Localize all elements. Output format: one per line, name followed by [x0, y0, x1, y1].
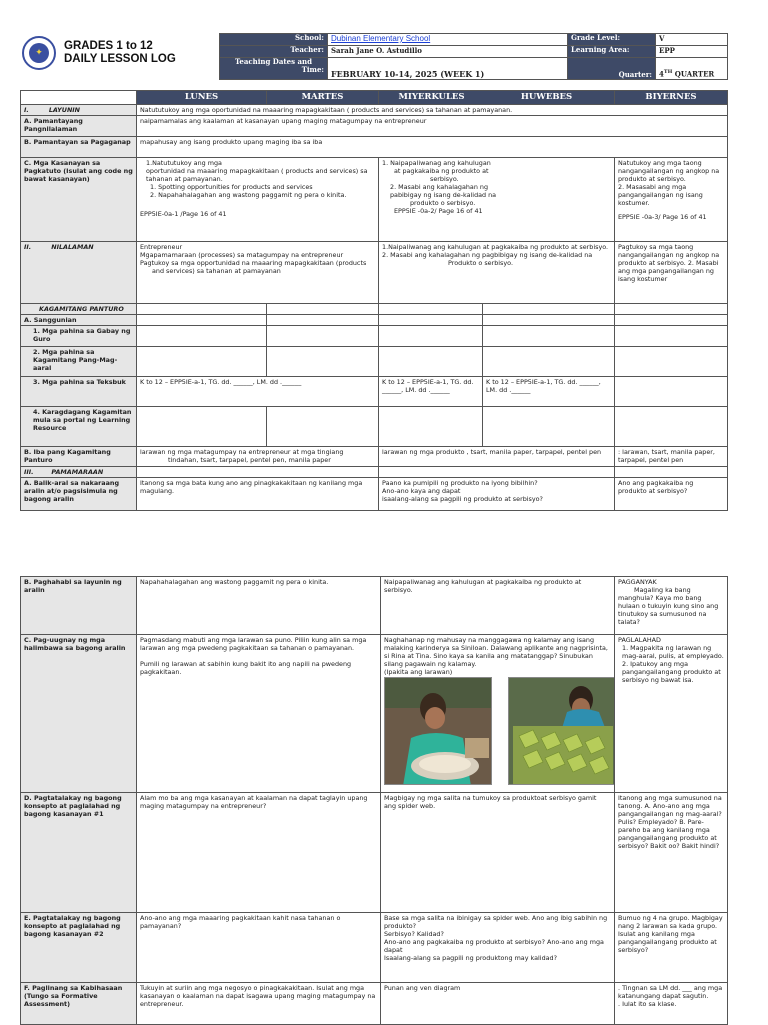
kalamay-photos	[384, 677, 611, 785]
nilalaman-header	[21, 242, 137, 304]
pamamaraan-header	[21, 467, 137, 478]
c2-wed-2: (Ipakita ang larawan)	[384, 668, 453, 676]
pagtatalakay-2-fri: Bumuo ng 4 na grupo. Magbigay nang 2 larawan sa kada grupo. Isulat ang kanilang mga pangangailangang produkto at serbisyo?	[615, 913, 728, 983]
c-wed-3: serbisyo.	[430, 175, 459, 183]
dates-label	[220, 58, 328, 80]
ii-wed-2: 2. Masabi ang kahalagahan ng pagbibigay ng isang de-kalidad na	[382, 251, 593, 259]
d2-wed-2: ang spider web.	[384, 802, 436, 810]
kasanayan-fri	[615, 158, 728, 242]
c-mon-1: 1.Natututukoy ang mga	[146, 159, 222, 167]
kasanayan-mon	[137, 158, 379, 242]
title-line-2: DAILY LESSON LOG	[64, 53, 176, 65]
day-huwebes: HUWEBES	[520, 92, 573, 102]
teksbuk-mon: K to 12 – EPP5IE-a-1, TG. dd. ______, LM. dd .______	[137, 377, 379, 407]
paghahabi-wed: Naipapaliwanag ang kahulugan at pagkakaiba ng produkto at serbisyo.	[381, 577, 615, 635]
photo-rina-making-kalamay	[384, 677, 492, 785]
lesson-table-2	[20, 576, 728, 1025]
kagamitang-pang-mag-aaral-label: 2. Mga pahina sa Kagamitang Pang-Mag-aaral	[21, 347, 137, 377]
ib-mon-2: tindahan, tsart, tarpapel, pentel pen, manila paper	[168, 456, 331, 464]
c-label: Mga Kasanayan sa Pagkatuto (Isulat ang code ng bawat kasanayan)	[24, 159, 133, 183]
day-miyerkules	[379, 91, 615, 105]
balik-aral-fri: Ano ang pagkakaiba ng produkto at serbisyo?	[615, 478, 728, 511]
c-wed-6: produkto o serbisyo.	[410, 199, 476, 207]
day-biyernes: BIYERNES	[615, 91, 728, 105]
c-fri-code: EPP5IE -0a-3/ Page 16 of 41	[618, 213, 707, 221]
kasanayan-wed	[379, 158, 615, 242]
e2-wed-4: Isaalang-alang sa pagpili ng produktong may kalidad?	[384, 954, 558, 962]
b-label: Pamantayan sa Pagaganap	[33, 138, 131, 146]
corner-cell	[21, 91, 137, 105]
photo-tina-making-kalamay	[508, 677, 615, 785]
iii-label: PAMAMARAAN	[51, 468, 104, 476]
dates-label-line1: Teaching Dates and	[234, 57, 313, 66]
c2-fri-2: 1. Magpakita ng larawan ng mag-aaral, pulis, at empleyado.	[622, 644, 724, 660]
quarter-sup: TH	[663, 68, 673, 75]
pagtatalakay-2-label	[21, 913, 137, 983]
c-fri-2: 2. Masasabi ang mga pangangailangan ng isang kostumer.	[618, 183, 703, 207]
c2-mon-1: Pagmasdang mabuti ang mga larawan sa puno. Piliin kung alin sa mga larawan ang mga pwedeng pagkakitaan sa tahanan o pamayanan.	[140, 636, 367, 652]
grade-label: Grade Level:	[568, 34, 656, 46]
ii-wed-3: Produkto o serbisyo.	[448, 259, 513, 267]
pagtatalakay-2-mon: Ano-ano ang mga maaaring pagkakitaan kahit nasa tahanan o pamayanan?	[137, 913, 381, 983]
d2-letter: D.	[24, 794, 32, 802]
pagtatalakay-1-label	[21, 793, 137, 913]
sang-letter: A.	[24, 316, 32, 324]
nilalaman-wed	[379, 242, 615, 304]
pamantayang-label	[21, 116, 137, 137]
ra-label: Balik-aral sa nakaraang aralin at/o pagsisimula ng bagong aralin	[24, 479, 120, 503]
ib-mon-1: larawan ng mga matagumpay na entrepreneur at mga tingiang	[140, 448, 344, 456]
ii-num: II.	[24, 243, 32, 251]
header-info-table	[219, 33, 728, 80]
paghahabi-mon: Napahahalagahan ang wastong paggamit ng pera o kinita.	[137, 577, 381, 635]
iba-pang-kagamitan-label	[21, 447, 137, 467]
e2-letter: E.	[24, 914, 31, 922]
pamantayang-text: naipamamalas ang kaalaman at kasanayan upang maging matagumpay na entrepreneur	[137, 116, 728, 137]
area-label: Learning Area:	[568, 46, 656, 58]
paghahabi-label	[21, 577, 137, 635]
b2-fri-2: Magaling ka bang manghula? Kaya mo bang hulaan o tukuyin kung sino ang tinutukoy sa sumusunod na talata?	[618, 586, 719, 626]
teacher-label: Teacher:	[220, 46, 328, 58]
title-line-1: GRADES 1 to 12	[64, 40, 153, 52]
iba-pang-mon	[137, 447, 379, 467]
nilalaman-mon	[137, 242, 379, 304]
ib-label: Iba pang Kagamitang Panturo	[24, 448, 111, 464]
paglinang-mon: Tukuyin at suriin ang mga negosyo o pinagkakakitaan. Isulat ang mga kasanayan o kaalaman na dapat isagawa upang maging matagumpay na entrepreneur.	[137, 983, 381, 1025]
b2-label: Paghahabi sa layunin ng aralin	[24, 578, 122, 594]
nilalaman-fri: Pagtukoy sa mga taong nangangailangan ng angkop na produkto at serbisyo. 2. Masabi ang mga pangangailangan ng isang kostumer	[615, 242, 728, 304]
school-label: School:	[220, 34, 328, 46]
pagtatalakay-1-mon: Alam mo ba ang mga kasanayan at kaalaman na dapat taglayin upang maging matagumpay na entrepreneur?	[137, 793, 381, 913]
paglinang-fri	[615, 983, 728, 1025]
area-value: EPP	[656, 46, 728, 58]
ii-mon-3: Pagtukoy sa mga opportunidad na maaaring mapagkakitaan (products	[140, 259, 367, 267]
c-fri-1: Natutukoy ang mga taong nangangailangan ng angkop na produkto at serbisyo.	[618, 159, 720, 183]
school-link[interactable]: Dubinan Elementary School	[331, 34, 431, 43]
lesson-table-1	[20, 90, 728, 511]
day-martes: MARTES	[267, 91, 379, 105]
ra-letter: A.	[24, 479, 32, 487]
ii-label: NILALAMAN	[51, 243, 94, 251]
e2-label: Pagtatalakay ng bagong konsepto at paglalahad ng bagong kasanayan #2	[24, 914, 121, 938]
ra-wed-2: Ano-ano kaya ang dapat	[382, 487, 461, 495]
pagtatalakay-1-wed	[381, 793, 615, 913]
c2-label: Pag-uugnay ng mga halimbawa sa bagong aralin	[24, 636, 126, 652]
ii-mon-4: and services) sa tahanan at pamayanan	[152, 267, 281, 275]
ii-mon-2: Mgapamamaraan (processes) sa matagumpay na entrepreneur	[140, 251, 344, 259]
f2-label: Paglinang sa Kabihasaan (Tungo sa Formative Assessment)	[24, 984, 123, 1008]
quarter-num: 4	[659, 69, 664, 78]
pagaganap-label	[21, 137, 137, 158]
layunin-text: Natututukoy ang mga oportunidad na maaaring mapagkakitaan ( products and services) sa tahanan at pamayanan.	[137, 105, 728, 116]
pagtatalakay-1-fri: Itanong ang mga sumusunod na tanong. A. Ano-ano ang mga pangangailangan ng mag-aaral? Pulis? Empleyado? B. Pare-pareho ba ang kanilang mga pangangailangang produkto at serbisyo? Bakit oo? Bakit hindi?	[615, 793, 728, 913]
gabay-guro-label: 1. Mga pahina sa Gabay ng Guro	[21, 326, 137, 347]
sang-label: Sanggunian	[33, 316, 77, 324]
c-wed-4: 2. Masabi ang kahalagahan ng	[390, 183, 489, 191]
c-wed-code: EPP5IE -0a-2/ Page 16 of 41	[394, 207, 483, 215]
dates-value: FEBRUARY 10-14, 2025 (WEEK 1)	[328, 58, 568, 80]
c-mon-code: EPP5IE-0a-1 /Page 16 of 41	[140, 210, 227, 218]
c2-letter: C.	[24, 636, 32, 644]
c-letter: C.	[24, 159, 32, 167]
pagaganap-text: mapahusay ang isang produkto upang maging iba sa iba	[137, 137, 728, 158]
balik-aral-label	[21, 478, 137, 511]
lesson-log-title	[64, 40, 176, 66]
paglinang-wed: Punan ang ven diagram	[381, 983, 615, 1025]
f2-letter: F.	[24, 984, 30, 992]
iba-pang-fri: : larawan, tsart, manila paper, tarpapel, pentel pen	[615, 447, 728, 467]
b2-letter: B.	[24, 578, 32, 586]
ib-letter: B.	[24, 448, 32, 456]
c2-mon-2: Pumili ng larawan at sabihin kung bakit ito ang napili na pwedeng pagkakitaan.	[140, 660, 352, 676]
c2-wed-1: Naghahanap ng mahusay na manggagawa ng kalamay ang isang malaking karinderya sa Siniloan. Dalawang aplikante ang nagprisinta, si Rina at Tina. Sino kaya sa kanila ang matatanggap? Sinubukan silang pagawain ng kalamay.	[384, 636, 608, 668]
ra-wed-1: Paano ka pumipili ng produkto na iyong bibilhin?	[382, 479, 538, 487]
a-label: Pamantayang Pangnilalaman	[24, 117, 83, 133]
b2-fri-1: PAGGANYAK	[618, 578, 657, 586]
quarter-label: Quarter:	[568, 58, 656, 80]
ra-wed-3: isaalang-alang sa pagpili ng produkto at serbisyo?	[382, 495, 543, 503]
e2-wed-2: Serbisyo? Kalidad?	[384, 930, 444, 938]
teksbuk-wed: K to 12 – EPP5IE-a-1, TG. dd. ______, LM. dd .______	[379, 377, 483, 407]
b-letter: B.	[24, 138, 32, 146]
d2-label: Pagtatalakay ng bagong konsepto at paglalahad ng bagong kasanayan #1	[24, 794, 122, 818]
pag-uugnay-wed	[381, 635, 615, 793]
layunin-label: LAYUNIN	[48, 106, 81, 114]
day-miyerkules-label: MIYERKULES	[398, 92, 465, 102]
karagdagang-kagamitan-label: 4. Karagdagang Kagamitan mula sa portal ng Learning Resource	[21, 407, 137, 447]
layunin-num: I.	[24, 106, 29, 114]
grade-value: V	[656, 34, 728, 46]
pag-uugnay-label	[21, 635, 137, 793]
c2-fri-1: PAGLALAHAD	[618, 636, 661, 644]
e2-wed-1: Base sa mga salita na ibinigay sa spider web. Ano ang ibig sabihin ng produkto?	[384, 914, 608, 930]
teacher-value: Sarah Jane O. Astudillo	[328, 46, 568, 58]
kagamitan-header: KAGAMITANG PANTURO	[21, 304, 137, 315]
kasanayan-label	[21, 158, 137, 242]
teksbuk-label: 3. Mga pahina sa Teksbuk	[21, 377, 137, 407]
layunin-header	[21, 105, 137, 116]
c2-fri-3: 2. Ipatukoy ang mga pangangailangang produkto at serbisyo ng bawat isa.	[622, 660, 721, 684]
f2-fri-1: . Tingnan sa LM dd. ___ ang mga katanungang dapat sagutin.	[618, 984, 723, 1000]
e2-wed-3: Ano-ano ang pagkakaiba ng produkto at serbisyo? Ano-ano ang mga dapat	[384, 938, 604, 954]
dates-label-line2: Time:	[301, 65, 324, 74]
pag-uugnay-mon	[137, 635, 381, 793]
c-mon-2: oportunidad na maaaring mapagkakitaan ( products and services) sa tahanan at pamayanan.	[146, 167, 368, 183]
pagtatalakay-2-wed	[381, 913, 615, 983]
ii-mon-1: Entrepreneur	[140, 243, 183, 251]
balik-aral-mon: Itanong sa mga bata kung ano ang pinagkakakitaan ng kanilang mga magulang.	[137, 478, 379, 511]
c-mon-3: 1. Spotting opportunities for products and services	[150, 183, 313, 191]
c-wed-2: at pagkakaiba ng produkto at	[394, 167, 489, 175]
c-mon-4: 2. Napahahalagahan ang wastong paggamit ng pera o kinita.	[150, 191, 347, 199]
a-letter: A.	[24, 117, 32, 125]
deped-seal-logo: ✦	[22, 36, 56, 70]
paghahabi-fri	[615, 577, 728, 635]
paglinang-label	[21, 983, 137, 1025]
iii-num: III.	[24, 468, 34, 476]
c-wed-1: 1. Naipapaliwanag ang kahulugan	[382, 159, 491, 167]
day-lunes: LUNES	[137, 91, 267, 105]
balik-aral-wed	[379, 478, 615, 511]
quarter-word: QUARTER	[674, 69, 715, 78]
ii-wed-1: 1.Naipaliwanag ang kahulugan at pagkakaiba ng produkto at serbisyo.	[382, 243, 609, 251]
c-wed-5: pabibigay ng isang de-kalidad na	[390, 191, 497, 199]
sanggunian-label	[21, 315, 137, 326]
iba-pang-wed: larawan ng mga produkto , tsart, manila paper, tarpapel, pentel pen	[379, 447, 615, 467]
teksbuk-thu: K to 12 – EPP5IE-a-1, TG. dd. ______, LM. dd .______	[483, 377, 615, 407]
d2-wed-1: Magbigay ng mga salita na tumukoy sa produktoat serbisyo gamit	[384, 794, 597, 802]
f2-fri-2: . Iulat ito sa klase.	[618, 1000, 677, 1008]
quarter-value	[656, 58, 728, 80]
pag-uugnay-fri	[615, 635, 728, 793]
